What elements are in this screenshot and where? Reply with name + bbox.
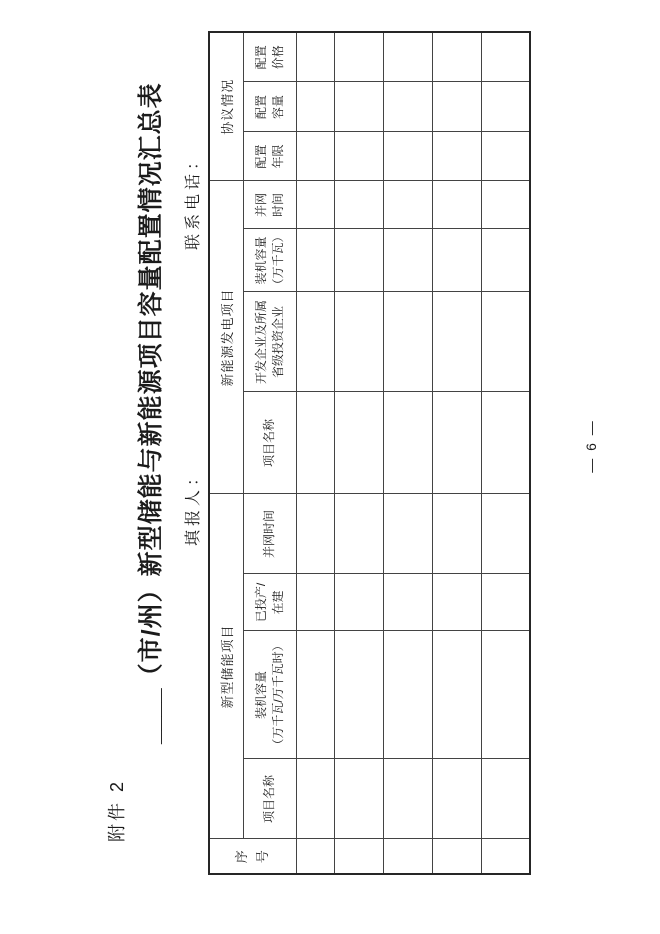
- empty-cell: [432, 759, 481, 839]
- empty-cell: [432, 494, 481, 574]
- empty-cell: [334, 392, 383, 494]
- empty-cell: [383, 574, 432, 631]
- empty-cell: [296, 229, 334, 292]
- empty-cell: [296, 759, 334, 839]
- empty-cell: [383, 229, 432, 292]
- table-row: [383, 32, 432, 874]
- filler-label: 填报人：: [185, 465, 202, 546]
- empty-cell: [334, 181, 383, 229]
- empty-cell: [481, 82, 530, 132]
- empty-cell: [481, 631, 530, 759]
- empty-cell: [296, 574, 334, 631]
- empty-cell: [334, 32, 383, 82]
- empty-cell: [383, 759, 432, 839]
- empty-cell: [383, 839, 432, 874]
- empty-cell: [383, 292, 432, 392]
- column-header: 配置 价格: [243, 32, 296, 82]
- empty-cell: [432, 631, 481, 759]
- empty-cell: [296, 132, 334, 181]
- empty-cell: [432, 292, 481, 392]
- empty-cell: [296, 82, 334, 132]
- group-header-agreement: 协议情况: [209, 32, 243, 181]
- empty-cell: [383, 494, 432, 574]
- column-header: 并网时间: [243, 494, 296, 574]
- serial-line2: 号: [254, 849, 270, 864]
- empty-cell: [432, 839, 481, 874]
- empty-cell: [481, 839, 530, 874]
- column-header: 项目名称: [243, 392, 296, 494]
- empty-cell: [432, 574, 481, 631]
- empty-cell: [481, 574, 530, 631]
- phone-label: 联系电话：: [185, 149, 202, 250]
- empty-cell: [432, 82, 481, 132]
- group-header-storage: 新型储能项目: [209, 494, 243, 839]
- empty-cell: [432, 32, 481, 82]
- serial-line1: 序: [233, 849, 249, 864]
- empty-cell: [481, 494, 530, 574]
- empty-cell: [296, 631, 334, 759]
- empty-cell: [334, 759, 383, 839]
- table-row: [432, 32, 481, 874]
- column-header: 已投产/ 在建: [243, 574, 296, 631]
- empty-cell: [334, 631, 383, 759]
- empty-cell: [296, 839, 334, 874]
- column-header: 装机容量 （万千瓦）: [243, 229, 296, 292]
- group-header-renewable: 新能源发电项目: [209, 181, 243, 494]
- sub-header-row: [243, 32, 296, 874]
- empty-cell: [432, 181, 481, 229]
- empty-cell: [334, 82, 383, 132]
- empty-cell: [296, 32, 334, 82]
- empty-cell: [334, 574, 383, 631]
- table-row: [481, 32, 530, 874]
- column-header: 配置 容量: [243, 82, 296, 132]
- empty-cell: [481, 32, 530, 82]
- column-header: 开发企业及所属 省级投资企业: [243, 292, 296, 392]
- column-header: 并网 时间: [243, 181, 296, 229]
- empty-cell: [481, 229, 530, 292]
- empty-cell: [383, 132, 432, 181]
- empty-cell: [296, 181, 334, 229]
- empty-cell: [481, 392, 530, 494]
- empty-cell: [383, 181, 432, 229]
- empty-cell: [432, 229, 481, 292]
- title-blank-field: ____: [137, 688, 165, 744]
- empty-cell: [481, 759, 530, 839]
- title-text: （市/州）新型储能与新能源项目容量配置情况汇总表: [137, 82, 165, 689]
- empty-cell: [481, 132, 530, 181]
- empty-cell: [334, 839, 383, 874]
- column-header: 项目名称: [243, 759, 296, 839]
- group-header-row: [209, 32, 243, 874]
- empty-cell: [481, 181, 530, 229]
- empty-cell: [383, 32, 432, 82]
- empty-cell: [334, 132, 383, 181]
- attachment-label: 附件 2: [107, 778, 127, 842]
- empty-cell: [383, 631, 432, 759]
- empty-cell: [432, 132, 481, 181]
- empty-cell: [334, 292, 383, 392]
- column-header: 配置 年限: [243, 132, 296, 181]
- table-body: [296, 32, 530, 874]
- empty-cell: [296, 494, 334, 574]
- contact-row: [180, 0, 204, 934]
- empty-cell: [383, 82, 432, 132]
- page-title: [131, 82, 167, 744]
- empty-cell: [481, 292, 530, 392]
- empty-cell: [334, 229, 383, 292]
- column-header: 装机容量 （万千瓦/万千瓦时）: [243, 631, 296, 759]
- empty-cell: [296, 392, 334, 494]
- empty-cell: [383, 392, 432, 494]
- empty-cell: [432, 392, 481, 494]
- summary-table: [208, 31, 531, 875]
- column-header-serial: [209, 839, 296, 874]
- table-row: [296, 32, 334, 874]
- empty-cell: [334, 494, 383, 574]
- table-row: [334, 32, 383, 874]
- empty-cell: [296, 292, 334, 392]
- page-number: — 6 —: [583, 419, 599, 473]
